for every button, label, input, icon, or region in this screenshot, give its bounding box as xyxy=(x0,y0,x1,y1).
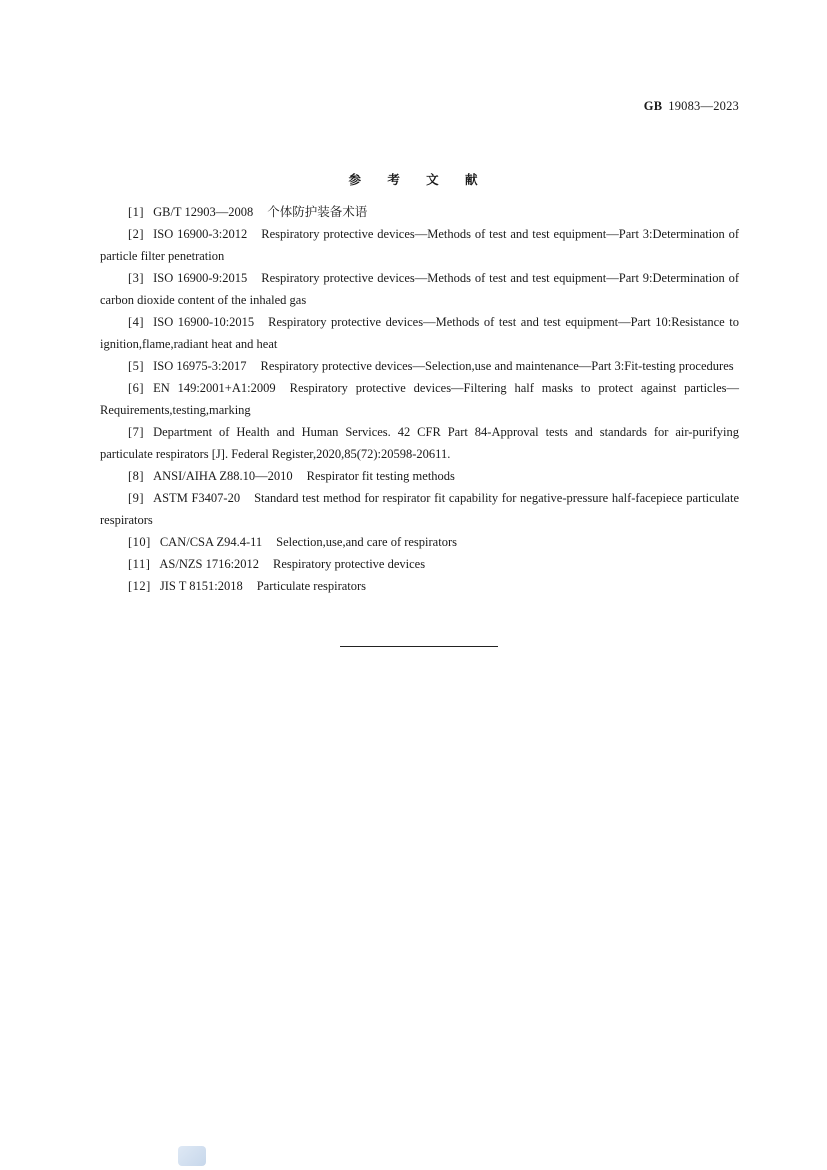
reference-item xyxy=(100,531,739,553)
reference-item xyxy=(100,575,739,597)
reference-item xyxy=(100,421,739,465)
reference-number: [3] xyxy=(128,271,145,285)
reference-number: [4] xyxy=(128,315,145,329)
reference-number: [8] xyxy=(128,469,145,483)
reference-text: Respiratory protective devices—Methods of test and test equipment—Part 9:Determination of carbon dioxide content of the inhaled gas xyxy=(100,271,739,307)
reference-number: [11] xyxy=(128,557,151,571)
reference-item xyxy=(100,553,739,575)
reference-item xyxy=(100,465,739,487)
reference-code: JIS T 8151:2018 xyxy=(159,579,243,593)
reference-item xyxy=(100,223,739,267)
reference-text: Selection,use,and care of respirators xyxy=(276,535,457,549)
standard-number: 19083—2023 xyxy=(668,99,739,113)
section-title: 参 考 文 献 xyxy=(348,172,489,187)
standard-number-header xyxy=(644,99,739,114)
reference-code: ASTM F3407-20 xyxy=(153,491,241,505)
reference-text: Standard test method for respirator fit capability for negative-pressure half-facepiece particulate respirators xyxy=(100,491,739,527)
reference-item xyxy=(100,267,739,311)
reference-number: [5] xyxy=(128,359,145,373)
reference-code: EN 149:2001+A1:2009 xyxy=(153,381,276,395)
reference-number: [2] xyxy=(128,227,145,241)
reference-item xyxy=(100,201,739,223)
reference-text: Respirator fit testing methods xyxy=(306,469,455,483)
reference-number: [12] xyxy=(128,579,151,593)
reference-text: Respiratory protective devices—Methods of test and test equipment—Part 10:Resistance to ignition,flame,radiant heat and heat xyxy=(100,315,739,351)
reference-code: AS/NZS 1716:2012 xyxy=(159,557,260,571)
reference-code: ISO 16900-10:2015 xyxy=(153,315,255,329)
reference-list xyxy=(100,201,739,597)
reference-item xyxy=(100,377,739,421)
reference-item xyxy=(100,487,739,531)
end-rule-divider xyxy=(340,646,498,647)
reference-number: [9] xyxy=(128,491,145,505)
standard-prefix: GB xyxy=(643,99,663,113)
reference-code: ISO 16900-3:2012 xyxy=(153,227,248,241)
reference-number: [10] xyxy=(128,535,151,549)
reference-code: ISO 16975-3:2017 xyxy=(153,359,247,373)
reference-text: 个体防护装备术语 xyxy=(267,205,368,219)
reference-code: GB/T 12903—2008 xyxy=(153,205,254,219)
reference-item xyxy=(100,311,739,355)
reference-text: Respiratory protective devices—Filtering half masks to protect against particles—Requirements,testing,marking xyxy=(100,381,739,417)
reference-text: Respiratory protective devices xyxy=(273,557,426,571)
reference-number: [1] xyxy=(128,205,145,219)
reference-text: Particulate respirators xyxy=(256,579,367,593)
reference-number: [7] xyxy=(128,425,145,439)
reference-item xyxy=(100,355,739,377)
reference-text: Department of Health and Human Services. 42 CFR Part 84-Approval tests and standards for air-purifying particulate respirators [J]. Federal Register,2020,85(72):20598-20611. xyxy=(100,425,739,461)
reference-code: ISO 16900-9:2015 xyxy=(153,271,248,285)
reference-code: CAN/CSA Z94.4-11 xyxy=(159,535,263,549)
watermark-logo-icon xyxy=(178,1146,206,1166)
reference-text: Respiratory protective devices—Selection,use and maintenance—Part 3:Fit-testing procedures xyxy=(260,359,734,373)
reference-code: ANSI/AIHA Z88.10—2010 xyxy=(153,469,293,483)
reference-number: [6] xyxy=(128,381,145,395)
reference-text: Respiratory protective devices—Methods of test and test equipment—Part 3:Determination of particle filter penetration xyxy=(100,227,739,263)
